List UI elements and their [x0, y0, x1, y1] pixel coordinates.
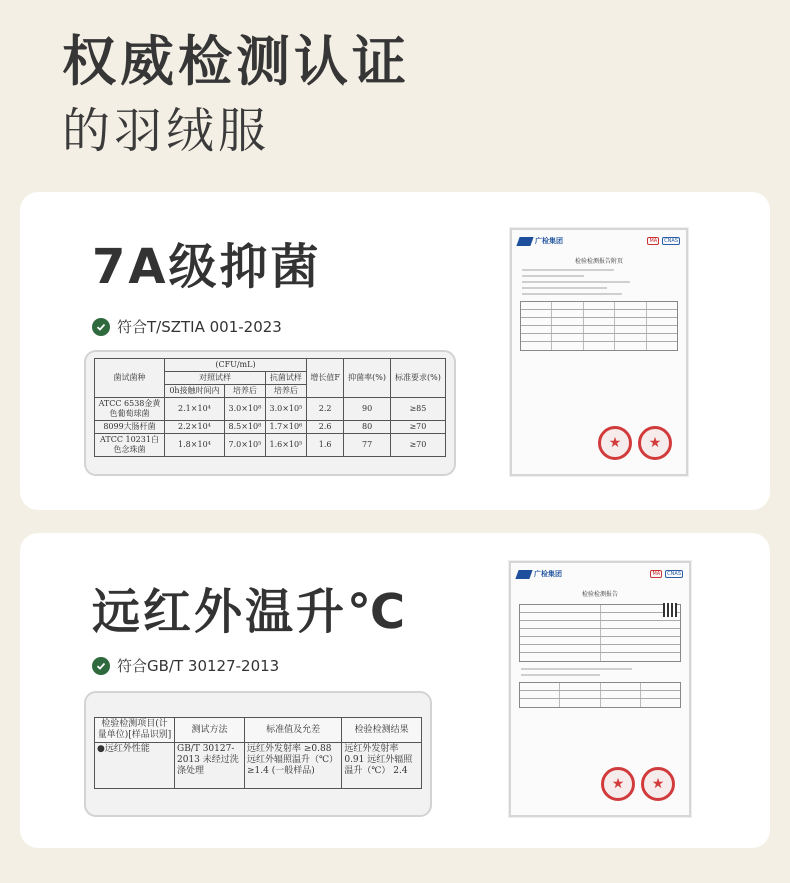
far-infrared-report-image: 广检集团 MA CNAS 检验检测报告 ★ ★ — [509, 561, 691, 817]
seal-icon: ★ — [601, 767, 635, 801]
cell-t1: 1.7×10⁶ — [265, 421, 306, 434]
table-row — [95, 434, 446, 457]
col-growth: 增长值F — [306, 359, 343, 398]
seal-icon: ★ — [641, 767, 675, 801]
headline-sub: 的羽绒服 — [62, 103, 271, 159]
col-rate: 抑菌率(%) — [344, 359, 390, 398]
table-row — [95, 743, 422, 789]
check-circle-icon — [92, 318, 110, 336]
cell-c1: 7.0×10⁵ — [224, 434, 265, 457]
far-infrared-standard — [92, 655, 279, 676]
check-circle-icon — [92, 657, 110, 675]
cell-c0: 2.2×10⁴ — [165, 421, 225, 434]
far-infrared-title: 远红外温升℃ — [92, 584, 409, 640]
cell-c1: 3.0×10⁸ — [224, 398, 265, 421]
cell-req: ≥70 — [390, 434, 445, 457]
report-title: 检验检测报告 — [581, 591, 618, 598]
cell-f: 2.2 — [306, 398, 343, 421]
cell-c0: 2.1×10⁴ — [165, 398, 225, 421]
table-row — [95, 421, 446, 434]
cell-method: GB/T 30127-2013 未经过洗涤处理 — [175, 743, 245, 789]
cell-std: 远红外发射率 ≥0.88 远红外辐照温升（℃） ≥1.4 (一般样品) — [244, 743, 341, 789]
far-infrared-table — [94, 717, 422, 789]
antibacterial-table — [94, 358, 446, 457]
gtc-logo — [518, 236, 563, 246]
col-cult-treated: 培养后 — [265, 385, 306, 398]
cell-t1: 3.0×10⁵ — [265, 398, 306, 421]
antibacterial-standard — [92, 316, 282, 337]
qr-code-icon — [663, 603, 677, 617]
antibacterial-title: 7A级抑菌 — [92, 239, 322, 295]
cell-req: ≥70 — [390, 421, 445, 434]
col-cult-control: 培养后 — [224, 385, 265, 398]
cell-strain: 8099大肠杆菌 — [95, 421, 165, 434]
col-treated: 抗菌试样 — [265, 372, 306, 385]
cell-f: 2.6 — [306, 421, 343, 434]
cell-t1: 1.6×10⁵ — [265, 434, 306, 457]
gtc-logo — [517, 569, 562, 579]
antibacterial-card — [20, 192, 770, 510]
seal-icon: ★ — [638, 426, 672, 460]
report-company: 广检集团 — [534, 570, 562, 578]
antibacterial-standard-text: 符合T/SZTIA 001-2023 — [117, 318, 282, 336]
cell-req: ≥85 — [390, 398, 445, 421]
far-infrared-card — [20, 533, 770, 848]
table-row — [95, 398, 446, 421]
cell-c0: 1.8×10⁴ — [165, 434, 225, 457]
col-strain: 菌试菌种 — [95, 359, 165, 398]
antibacterial-report-image: 广检集团 MA CNAS 检验检测报告附页 ★ ★ — [510, 228, 688, 476]
col-std: 标准值及允差 — [244, 718, 341, 743]
report-title: 检验检测报告附页 — [574, 258, 623, 265]
cell-rate: 77 — [344, 434, 390, 457]
seal-icon: ★ — [598, 426, 632, 460]
cell-c1: 8.5×10⁸ — [224, 421, 265, 434]
col-req: 标准要求(%) — [390, 359, 445, 398]
cell-strain: ATCC 6538金黄色葡萄球菌 — [95, 398, 165, 421]
col-item: 检验检测项目(计量单位)[样品识别] — [95, 718, 175, 743]
col-0h: 0h接触时间内 — [165, 385, 225, 398]
cell-strain: ATCC 10231白色念珠菌 — [95, 434, 165, 457]
col-result: 检验检测结果 — [342, 718, 422, 743]
cell-rate: 90 — [344, 398, 390, 421]
headline-main: 权威检测认证 — [62, 30, 410, 93]
far-infrared-standard-text: 符合GB/T 30127-2013 — [117, 657, 280, 675]
report-company: 广检集团 — [535, 237, 563, 245]
headline — [62, 30, 410, 162]
antibacterial-table-panel — [84, 350, 456, 476]
cell-rate: 80 — [344, 421, 390, 434]
col-control: 对照试样 — [165, 372, 266, 385]
col-cfu: (CFU/mL) — [165, 359, 307, 372]
cell-f: 1.6 — [306, 434, 343, 457]
cell-item: ●远红外性能 — [95, 743, 175, 789]
col-method: 测试方法 — [175, 718, 245, 743]
far-infrared-table-panel — [84, 691, 432, 817]
cell-result: 远红外发射率 0.91 远红外辐照温升（℃） 2.4 — [342, 743, 422, 789]
